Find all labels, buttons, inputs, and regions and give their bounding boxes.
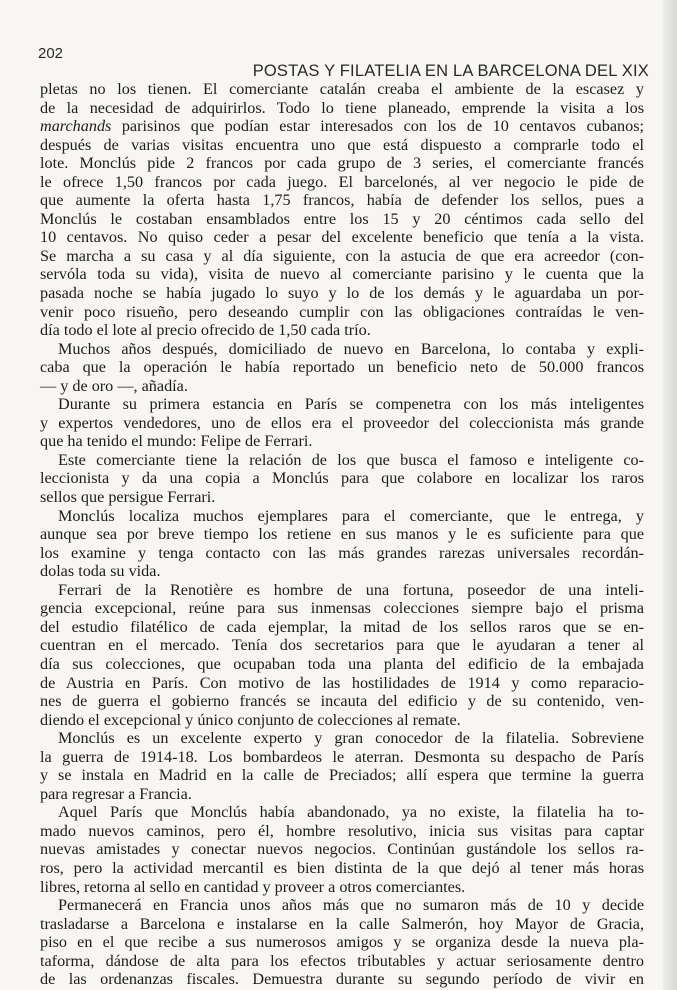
text-line [40, 507, 644, 526]
line-text: pasada noche se había jugado lo suyo y lo de los demás y le aguardaba un por- [40, 284, 644, 303]
text-line [40, 766, 644, 785]
text-line [40, 136, 644, 155]
text-line [40, 878, 644, 897]
text-line [40, 674, 644, 693]
text-line [40, 692, 644, 711]
text-line [40, 636, 644, 655]
line-text: leccionista y da una copia a Monclús para que colabore en localizar los raros [40, 469, 644, 488]
text-line [40, 618, 644, 637]
line-text: Monclús es un excelente experto y gran conocedor de la filatelia. Sobreviene [58, 729, 644, 748]
text-line [40, 748, 644, 767]
text-line [40, 377, 644, 396]
line-text: mado nuevos caminos, pero él, hombre resolutivo, inicia sus visitas para captar [40, 821, 644, 840]
line-text: Muchos años después, domiciliado de nuevo en Barcelona, lo contaba y expli- [58, 339, 644, 358]
text-line [40, 544, 644, 563]
text-line [40, 970, 644, 989]
italic-term: marchands [40, 117, 112, 136]
text-line [40, 99, 644, 118]
line-text: Durante su primera estancia en París se compenetra con los más inteligentes [58, 395, 644, 414]
text-line [40, 321, 644, 340]
text-line [40, 562, 644, 581]
line-text: de las ordenanzas fiscales. Demuestra durante su segundo período de vivir en [40, 970, 644, 989]
text-line [40, 488, 644, 507]
line-text: dolas toda su vida. [40, 562, 161, 581]
line-text: del estudio filatélico de cada ejemplar, la mitad de los sellos raros que se en- [40, 617, 644, 636]
text-line [40, 469, 644, 488]
line-text: parisinos que podían estar interesados con los de 10 centavos cubanos; [111, 117, 644, 136]
line-text: Monclús le costaban ensamblados entre los 15 y 20 céntimos cada sello del [40, 209, 644, 228]
line-text: caba que la operación le había reportado un beneficio neto de 50.000 francos [40, 358, 644, 377]
text-line [40, 803, 644, 822]
text-line [40, 655, 644, 674]
line-text: trasladarse a Barcelona e instalarse en la calle Salmerón, hoy Mayor de Gracia, [40, 914, 644, 933]
page-number: 202 [38, 45, 64, 62]
text-line [40, 340, 644, 359]
text-line [40, 915, 644, 934]
text-line [40, 247, 644, 266]
line-text: Este comerciante tiene la relación de los que busca el famoso e inteligente co- [58, 450, 644, 469]
text-line [40, 525, 644, 544]
text-line [40, 265, 644, 284]
line-text: Aquel París que Monclús había abandonado, ya no existe, la filatelia ha to- [58, 803, 644, 822]
line-text: Permanecerá en Francia unos años más que no sumaron más de 10 y decide [58, 896, 644, 915]
text-line [40, 933, 644, 952]
line-text: libres, retorna al sello en cantidad y proveer a otros comerciantes. [40, 877, 466, 896]
line-text: la guerra de 1914-18. Los bombardeos le aterran. Desmonta su despacho de París [40, 747, 644, 766]
line-text: que aumente la oferta hasta 1,75 francos, había de defender los sellos, pues a [40, 191, 644, 210]
line-text: sellos que persigue Ferrari. [40, 488, 216, 507]
line-text: día sus colecciones, que ocupaban toda una planta del edificio de la embajada [40, 654, 644, 673]
text-line [40, 284, 644, 303]
line-text: Monclús localiza muchos ejemplares para el comerciante, que le entrega, y [58, 506, 644, 525]
text-line [40, 80, 644, 99]
line-text: cuentran en el mercado. Tenía dos secretarios para que le ayudaran a tener al [40, 636, 644, 655]
text-line [40, 451, 644, 470]
text-line [40, 599, 644, 618]
line-text: piso en el que recibe a sus numerosos amigos y se organiza desde la nueva pla- [40, 933, 644, 952]
line-text: Se marcha a su casa y al día siguiente, con la astucia de que era acreedor (con- [40, 246, 644, 265]
text-line [40, 414, 644, 433]
line-text: venir poco risueño, pero deseando cumplir con las obligaciones contraídas le ven- [40, 302, 644, 321]
line-text: de Austria en París. Con motivo de las hostilidades de 1914 y como reparacio- [40, 673, 644, 692]
text-line [40, 581, 644, 600]
line-text: gencia excepcional, reúne para sus inmensas colecciones siempre bajo el prisma [40, 599, 644, 618]
line-text: lote. Monclús pide 2 francos por cada grupo de 3 series, el comerciante francés [40, 154, 644, 173]
line-text: los examine y tenga contacto con las más grandes rarezas universales recordán- [40, 543, 644, 562]
text-line [40, 432, 644, 451]
text-line [40, 859, 644, 878]
line-text: le ofrece 1,50 francos por cada juego. El barcelonés, al ver negocio le pide de [40, 172, 644, 191]
line-text: aunque sea por breve tiempo los retiene en sus manos y le es suficiente para que [40, 525, 644, 544]
text-line [40, 303, 644, 322]
line-text: después de varias visitas encuentra uno que está dispuesto a comprarle todo el [40, 135, 644, 154]
line-text: Ferrari de la Renotière es hombre de una fortuna, poseedor de una inteli- [58, 580, 644, 599]
text-line [40, 822, 644, 841]
line-text: nuevas amistades y conectar nuevos negocios. Continúan gustándole los sellos ra- [40, 840, 644, 859]
text-line [40, 173, 644, 192]
line-text: — y de oro —, añadía. [40, 376, 188, 395]
text-line [40, 785, 644, 804]
body-text [40, 80, 644, 989]
text-line [40, 711, 644, 730]
text-line [40, 896, 644, 915]
line-text: 10 centavos. No quiso ceder a pesar del excelente beneficio que tenía a la vista. [40, 228, 644, 247]
line-text: servóla toda su vida), visita de nuevo al comerciante parisino y le cuenta que la [40, 265, 644, 284]
text-line [40, 840, 644, 859]
line-text: ros, pero la actividad mercantil es bien distinta de la que dejó al tener más horas [40, 858, 644, 877]
running-title: POSTAS Y FILATELIA EN LA BARCELONA DEL XIX [252, 62, 649, 80]
line-text: para regresar a Francia. [40, 784, 192, 803]
text-line [40, 358, 644, 377]
line-text: diendo el excepcional y único conjunto de colecciones al remate. [40, 710, 461, 729]
line-text: y expertos vendedores, uno de ellos era el proveedor del coleccionista más grande [40, 413, 644, 432]
text-line [40, 117, 644, 136]
page-edge-shadow [663, 0, 677, 990]
line-text: pletas no los tienen. El comerciante catalán creaba el ambiente de la escasez y [40, 80, 644, 98]
text-line [40, 154, 644, 173]
line-text: día todo el lote al precio ofrecido de 1,50 cada trío. [40, 321, 371, 340]
text-line [40, 191, 644, 210]
line-text: de la necesidad de adquirirlos. Todo lo tiene planeado, emprende la visita a los [40, 98, 644, 117]
text-line [40, 729, 644, 748]
text-line [40, 395, 644, 414]
line-text: nes de guerra el gobierno francés se incauta del edificio y de su contenido, ven- [40, 692, 644, 711]
text-line [40, 228, 644, 247]
text-line [40, 210, 644, 229]
line-text: y se instala en Madrid en la calle de Preciados; allí espera que termine la guerra [40, 766, 644, 785]
text-line [40, 952, 644, 971]
line-text: taforma, dándose de alta para los efectos tributables y actuar seriosamente dentro [40, 951, 644, 970]
line-text: que ha tenido el mundo: Felipe de Ferrari. [40, 432, 313, 451]
